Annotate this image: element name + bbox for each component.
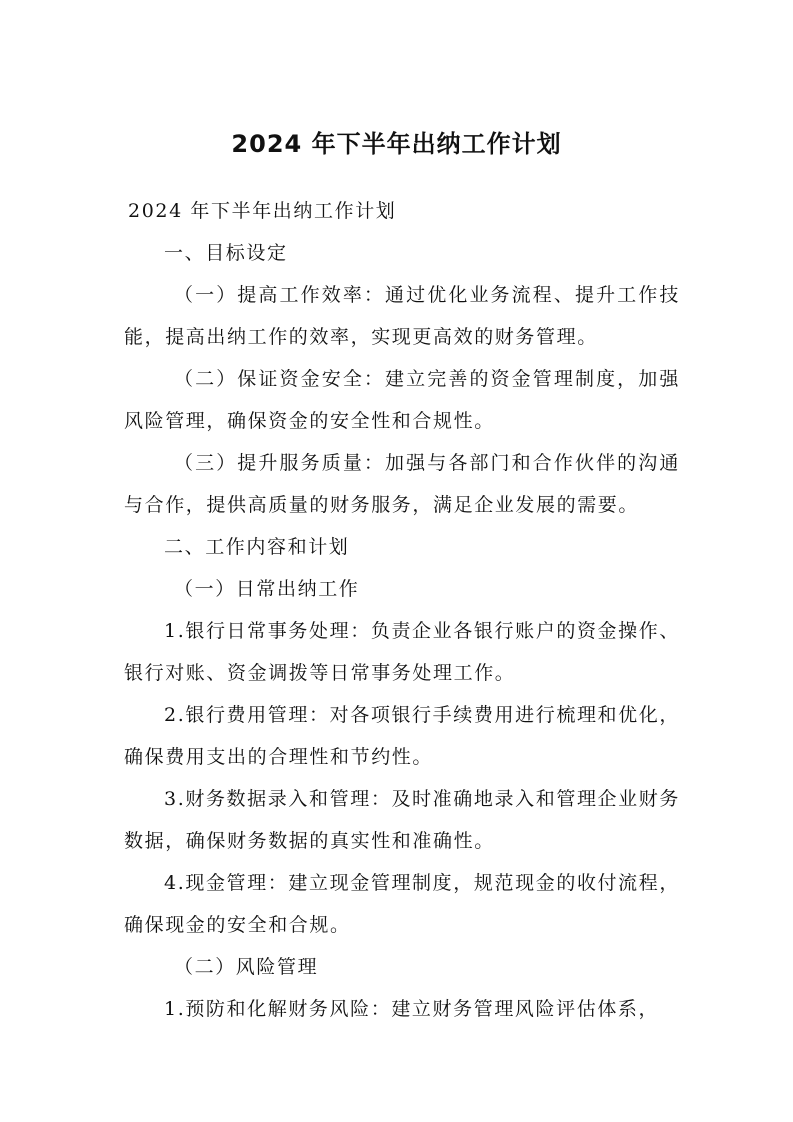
paragraph-risk-1: 1.预防和化解财务风险：建立财务管理风险评估体系， — [164, 998, 660, 1020]
paragraph-daily-4: 4.现金管理：建立现金管理制度，规范现金的收付流程，确保现金的安全和合规。 — [124, 872, 680, 936]
paragraph-daily-3: 3.财务数据录入和管理：及时准确地录入和管理企业财务数据，确保财务数据的真实性和准确性。 — [124, 788, 680, 852]
paragraph-goal-3: （三）提升服务质量：加强与各部门和合作伙伴的沟通与合作，提供高质量的财务服务，满足企业发展的需要。 — [124, 452, 680, 516]
document-body — [124, 190, 680, 1030]
subsection-heading-risk-management: （二）风险管理 — [174, 956, 319, 978]
document-title: 2024 年下半年出纳工作计划 — [231, 130, 562, 158]
paragraph-goal-2: （二）保证资金安全：建立完善的资金管理制度，加强风险管理，确保资金的安全性和合规性。 — [124, 368, 680, 432]
paragraph-goal-1: （一）提高工作效率：通过优化业务流程、提升工作技能，提高出纳工作的效率，实现更高效的财务管理。 — [124, 284, 680, 348]
body-heading: 2024 年下半年出纳工作计划 — [128, 200, 397, 222]
subsection-heading-daily-cashier: （一）日常出纳工作 — [174, 578, 360, 600]
paragraph-daily-2: 2.银行费用管理：对各项银行手续费用进行梳理和优化，确保费用支出的合理性和节约性。 — [124, 704, 680, 768]
section-heading-goals: 一、目标设定 — [164, 242, 288, 264]
section-heading-work-plan: 二、工作内容和计划 — [164, 536, 350, 558]
paragraph-daily-1: 1.银行日常事务处理：负责企业各银行账户的资金操作、银行对账、资金调拨等日常事务处理工作。 — [124, 620, 680, 684]
